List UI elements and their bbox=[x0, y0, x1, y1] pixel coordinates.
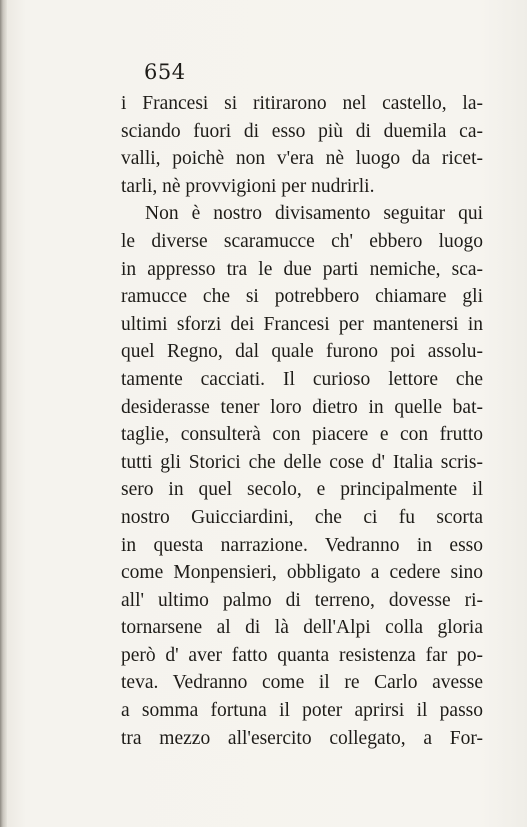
text-line: teva. Vedranno come il re Carlo avesse bbox=[121, 672, 483, 694]
text-line: tutti gli Storici che delle cose d' Italia scris- bbox=[121, 451, 483, 473]
page-number: 654 bbox=[144, 60, 186, 84]
text-line: come Monpensieri, obbligato a cedere sino bbox=[121, 562, 483, 584]
text-line: a somma fortuna il poter aprirsi il passo bbox=[121, 700, 483, 722]
text-line: tamente cacciati. Il curioso lettore che bbox=[121, 368, 483, 390]
text-line: i Francesi si ritirarono nel castello, la- bbox=[121, 93, 483, 114]
paragraph-first-line: Non è nostro divisamento seguitar qui bbox=[145, 203, 483, 225]
text-line: valli, poichè non v'era nè luogo da ricet- bbox=[121, 148, 483, 170]
text-line: nostro Guicciardini, che ci fu scorta bbox=[121, 506, 483, 528]
text-line: sero in quel secolo, e principalmente il bbox=[121, 479, 483, 501]
text-line: tornarsene al di là dell'Alpi colla gloria bbox=[121, 617, 483, 639]
page-gutter bbox=[0, 0, 7, 827]
text-line: tarli, nè provvigioni per nudrirli. bbox=[121, 175, 375, 197]
text-line: le diverse scaramucce ch' ebbero luogo bbox=[121, 230, 483, 252]
text-line: ultimi sforzi dei Francesi per mantenersi in bbox=[121, 313, 483, 335]
text-line: tra mezzo all'esercito collegato, a For- bbox=[121, 727, 483, 749]
text-line: in questa narrazione. Vedranno in esso bbox=[121, 534, 483, 556]
body-text bbox=[121, 90, 483, 752]
text-line: però d' aver fatto quanta resistenza far po- bbox=[121, 644, 483, 666]
text-line: sciando fuori di esso più di duemila ca- bbox=[121, 120, 483, 142]
text-line: in appresso tra le due parti nemiche, sca- bbox=[121, 258, 483, 280]
text-line: ramucce che si potrebbero chiamare gli bbox=[121, 286, 483, 308]
text-line: taglie, consulterà con piacere e con frutto bbox=[121, 424, 483, 446]
text-line: desiderasse tener loro dietro in quelle bat- bbox=[121, 396, 483, 418]
text-line: all' ultimo palmo di terreno, dovesse ri- bbox=[121, 589, 483, 611]
text-line: quel Regno, dal quale furono poi assolu- bbox=[121, 341, 483, 363]
